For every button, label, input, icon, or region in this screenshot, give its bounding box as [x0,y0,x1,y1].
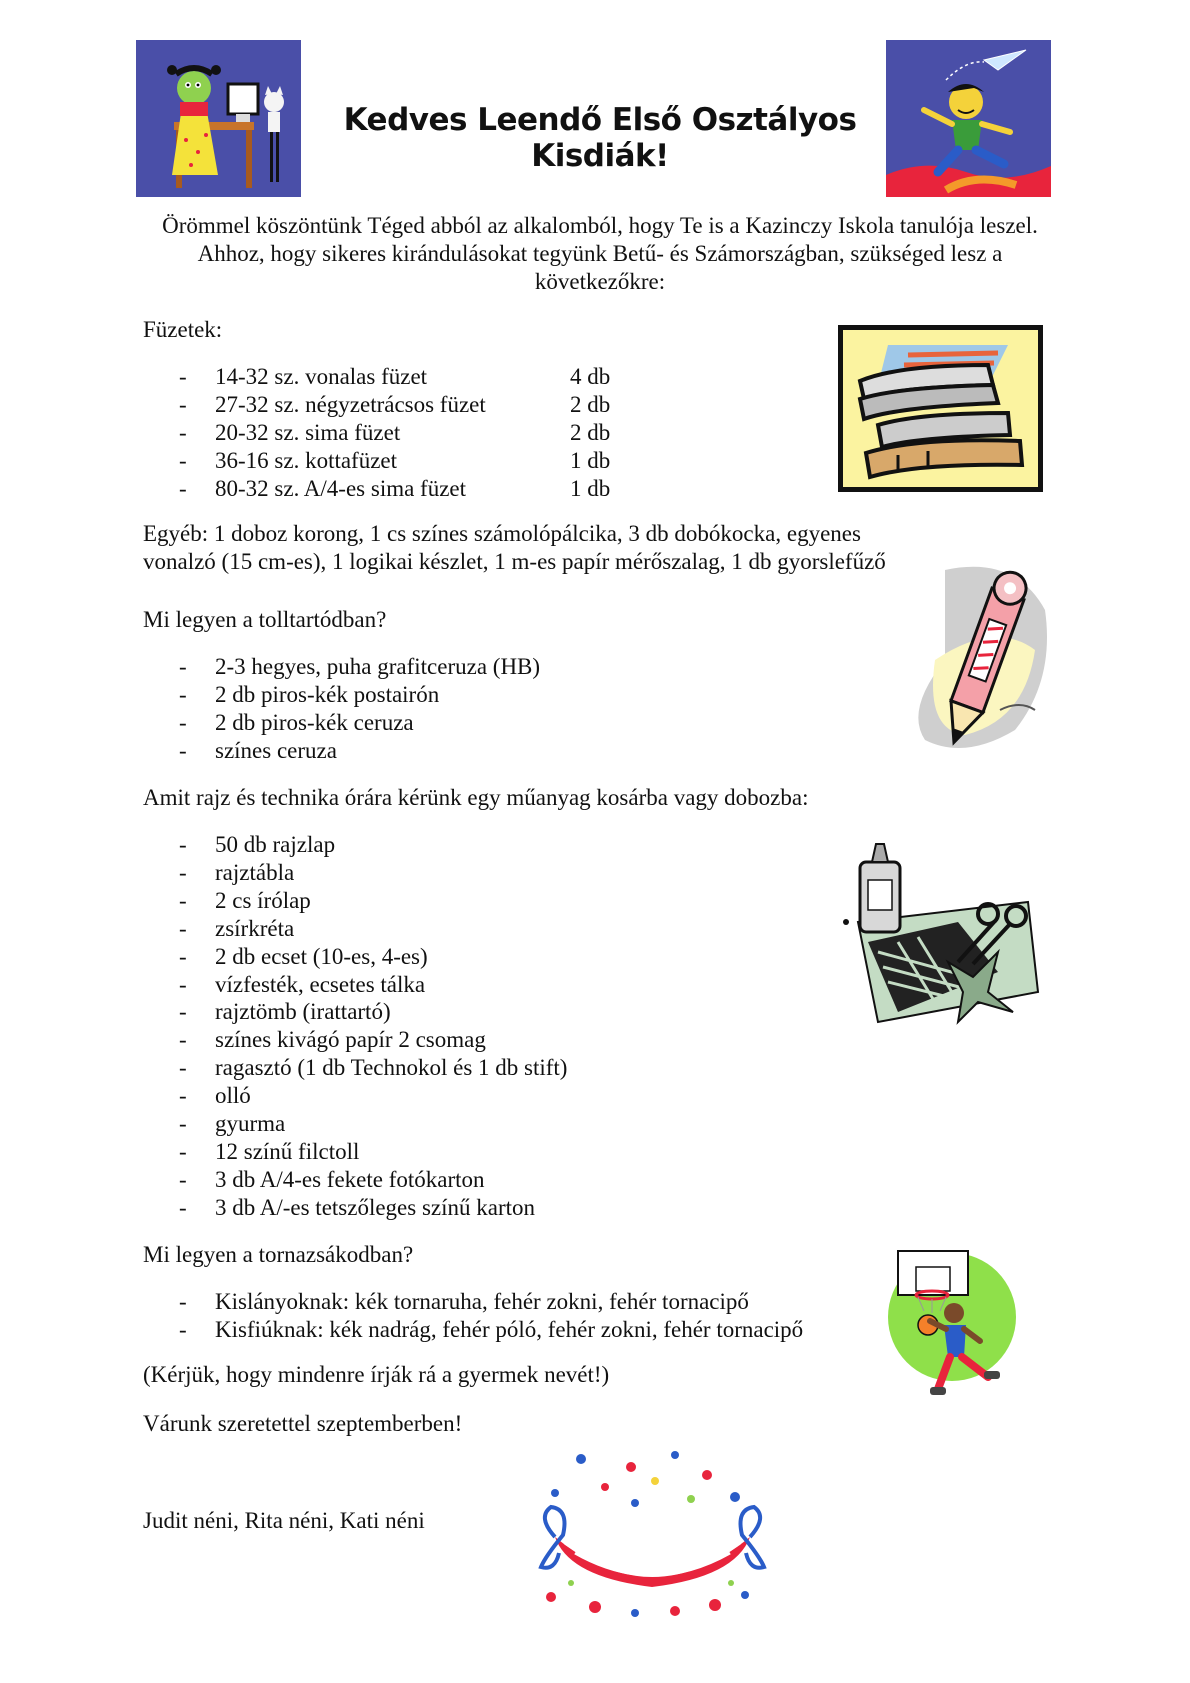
welcome-message: Várunk szeretettel szeptemberben! [143,1411,463,1436]
signature: Judit néni, Rita néni, Kati néni [143,1508,425,1533]
notebooks-heading: Füzetek: [143,317,223,342]
books-clipart [838,325,1043,492]
list-item: - 2 db piros-kék postairón [179,681,440,707]
list-item: - 50 db rajzlap [179,832,336,857]
list-item: - zsírkréta [179,915,295,941]
list-item: - ragasztó (1 db Technokol és 1 db stift) [179,1055,568,1081]
list-item: - színes kivágó papír 2 csomag [179,1027,486,1053]
list-item: - színes ceruza [179,737,337,763]
list-item: - 80-32 sz. A/4-es sima füzet 1 db [179,475,611,501]
art-heading: Amit rajz és technika órára kérünk egy műanyag kosárba vagy dobozba: [143,785,809,810]
page-title: Kedves Leendő Első Osztályos Kisdiák! [343,102,857,174]
list-item: - 20-32 sz. sima füzet 2 db [179,419,611,445]
notebooks-list [143,363,611,503]
list-item: - vízfesték, ecsetes tálka [179,971,426,997]
pe-list [143,1288,803,1344]
list-item: - 27-32 sz. négyzetrácsos füzet 2 db [179,391,611,417]
art-list [143,831,567,1222]
list-item: - 14-32 sz. vonalas füzet 4 db [179,364,611,389]
intro-paragraph: Örömmel köszöntünk Téged abból az alkalomból, hogy Te is a Kazinczy Iskola tanulója leszel. Ahhoz, hogy sikeres kirándulásokat tegyünk Betű- és Számországban, szükséged lesz a következőkre: [162,213,1038,294]
list-item: - 3 db A/-es tetszőleges színű karton [179,1194,536,1220]
list-item: - rajztömb (irattartó) [179,999,391,1025]
list-item: - 2 db piros-kék ceruza [179,709,414,735]
list-item: - Kislányoknak: kék tornaruha, fehér zokni, fehér tornacipő [179,1289,749,1314]
basketball-player-clipart [880,1245,1020,1405]
list-item: - Kisfiúknak: kék nadrág, fehér póló, fehér zokni, fehér tornacipő [179,1316,804,1342]
pe-heading: Mi legyen a tornazsákodban? [143,1242,414,1267]
pencil-case-heading: Mi legyen a tolltartódban? [143,607,387,632]
list-item: - 12 színű filctoll [179,1138,360,1164]
pencil-clipart [905,560,1055,760]
pencil-case-list [143,653,540,765]
party-streamer-clipart [535,1447,770,1622]
list-item: - 3 db A/4-es fekete fotókarton [179,1166,485,1192]
glue-and-scissors-clipart [838,842,1043,1027]
list-item: - 36-16 sz. kottafüzet 1 db [179,447,611,473]
list-item: - 2-3 hegyes, puha grafitceruza (HB) [179,654,541,679]
other-supplies-line-1: Egyéb: 1 doboz korong, 1 cs színes számolópálcika, 3 db dobókocka, egyenes [143,521,861,546]
list-item: - rajztábla [179,859,295,885]
jumping-boy-illustration [886,40,1051,197]
list-item: - 2 db ecset (10-es, 4-es) [179,943,428,969]
list-item: - 2 cs írólap [179,887,311,913]
name-labels-note: (Kérjük, hogy mindenre írják rá a gyermek nevét!) [143,1362,610,1387]
list-item: - gyurma [179,1111,286,1137]
list-item: - olló [179,1083,251,1109]
girl-at-computer-illustration [136,40,301,197]
other-supplies-line-2: vonalzó (15 cm-es), 1 logikai készlet, 1 m-es papír mérőszalag, 1 db gyorslefűző [143,549,886,574]
